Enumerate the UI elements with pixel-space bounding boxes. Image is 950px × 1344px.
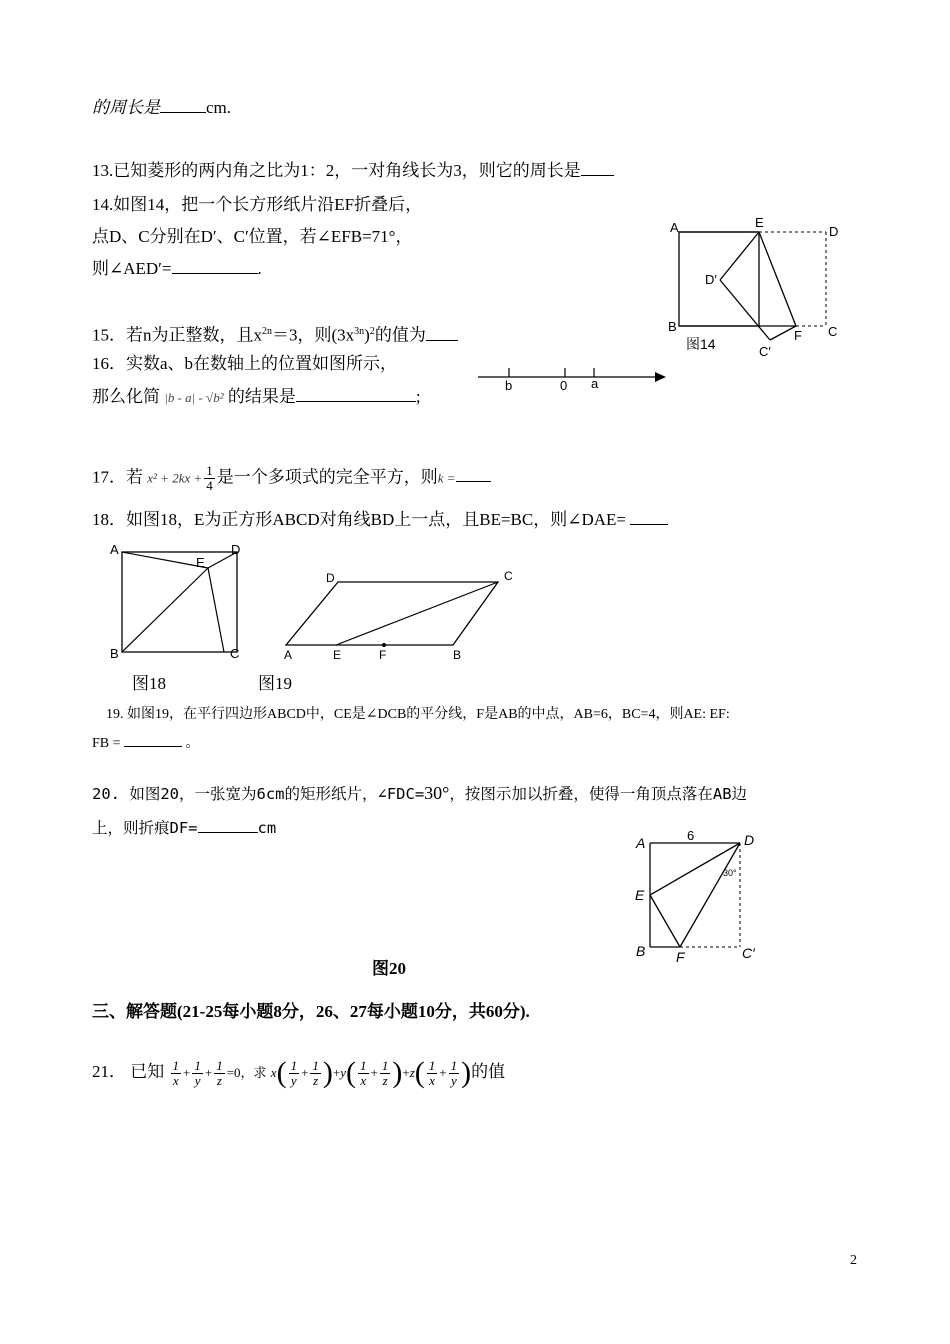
fig14-caption: 图14 — [686, 336, 716, 352]
answer-blank[interactable] — [198, 817, 258, 833]
section-heading: 三、解答题(21-25每小题8分，26、27每小题10分，共60分). — [92, 1002, 530, 1021]
fig14-label-c-prime: C′ — [759, 344, 771, 359]
fig19-caption: 图19 — [258, 674, 292, 693]
fig14-label-e: E — [755, 215, 764, 230]
figure-20 — [630, 826, 770, 966]
fig20-label-e: E — [635, 887, 645, 903]
numline-label-a: a — [591, 376, 599, 391]
question-20-line2: 上，则折痕DF= cm — [92, 819, 277, 837]
fig14-label-b: B — [668, 319, 677, 334]
number-line — [474, 360, 674, 396]
fig18-label-d: D — [231, 542, 241, 557]
q12-tail: 的周长是 cm. — [92, 98, 232, 117]
question-19-line1: 19. 如图19，在平行四边形ABCD中，CE是∠DCB的平分线，F是AB的中点，AB=6，BC=4，则AE: EF: — [106, 707, 730, 722]
numline-label-b: b — [505, 378, 513, 393]
question-14-line1: 14.如图14，把一个长方形纸片沿EF折叠后， — [92, 195, 423, 214]
figure-18 — [104, 540, 254, 665]
question-14-line3: 则∠AED′= . — [92, 259, 262, 278]
fig14-label-d: D — [829, 224, 839, 239]
answer-blank[interactable] — [581, 160, 614, 176]
answer-blank[interactable] — [124, 734, 182, 747]
question-20-line1: 20. 如图20，一张宽为6cm的矩形纸片，∠FDC=30°，按图示加以折叠，使得一角顶点落在AB边 — [92, 783, 748, 803]
fig14-label-a: A — [670, 220, 679, 235]
fig14-label-f: F — [794, 328, 802, 343]
fig20-label-f: F — [676, 949, 685, 965]
question-16-line1: 16．实数a、b在数轴上的位置如图所示， — [92, 354, 398, 373]
fig19-label-f: F — [379, 648, 387, 662]
fig20-label-d: D — [744, 832, 755, 848]
answer-blank[interactable] — [296, 386, 416, 402]
answer-blank[interactable] — [630, 509, 668, 525]
fig18-label-e: E — [196, 555, 205, 570]
answer-blank[interactable] — [426, 325, 458, 341]
fraction-one-quarter: $\frac{1}{4}$ — [206, 463, 213, 493]
fig14-label-c: C — [828, 324, 838, 339]
answer-blank[interactable] — [172, 258, 258, 274]
fig19-label-d: D — [326, 571, 335, 585]
fig18-caption: 图18 — [132, 674, 166, 693]
question-19-line2: FB = 。 — [92, 736, 200, 751]
question-14-line2: 点D、C分别在D′、C′位置，若∠EFB=71°， — [92, 227, 413, 246]
fig19-label-c: C — [504, 569, 513, 583]
figure-14 — [662, 212, 842, 362]
figure-19 — [278, 560, 518, 665]
question-15: 15．若n为正整数，且$x^{2n}=3$，则$(3x^{3n})^2$的值为 — [92, 321, 458, 347]
fig14-label-d-prime: D′ — [705, 272, 717, 287]
numline-label-zero: 0 — [560, 378, 568, 393]
fig18-label-b: B — [110, 646, 119, 661]
fig18-label-a: A — [110, 542, 119, 557]
question-17: 17．若 x² + 2kx + $\frac{1}{4}$ 是一个多项式的完全平方，则k = — [92, 464, 491, 493]
answer-blank[interactable] — [160, 97, 206, 113]
fig19-label-e: E — [333, 648, 342, 662]
question-21: 21． 已知 $\frac{1}{x}$ + $\frac{1}{y}$ + $\frac{1}{z}$ =0，求 x( $\frac{1}{y}$ + $\frac{1}{z}$ )+y( $\frac{1}{x}$ + $\frac{1}{z}$ )+z( $\frac{1}{x}$ + $\frac{1}{y}$ )的值 — [92, 1056, 506, 1090]
fig20-caption: 图20 — [372, 959, 406, 978]
fig20-label-6: 6 — [687, 828, 695, 843]
fig20-label-c-prime: C′ — [742, 945, 755, 961]
question-13: 13.已知菱形的两内角之比为1：2，一对角线长为3，则它的周长是 — [92, 160, 614, 182]
fig20-label-a: A — [636, 835, 646, 851]
fig19-label-a: A — [284, 648, 293, 662]
fig20-label-b: B — [636, 943, 646, 959]
fig18-label-c: C — [230, 646, 240, 661]
answer-blank[interactable] — [456, 466, 491, 482]
page-number: 2 — [850, 1253, 857, 1268]
fig19-label-b: B — [453, 648, 462, 662]
question-16-line2: 那么化简 |b - a| - √b² 的结果是 ; — [92, 387, 421, 406]
question-18: 18．如图18，E为正方形ABCD对角线BD上一点，且BE=BC，则∠DAE= — [92, 509, 668, 531]
fig20-label-30deg: 30° — [723, 868, 737, 878]
